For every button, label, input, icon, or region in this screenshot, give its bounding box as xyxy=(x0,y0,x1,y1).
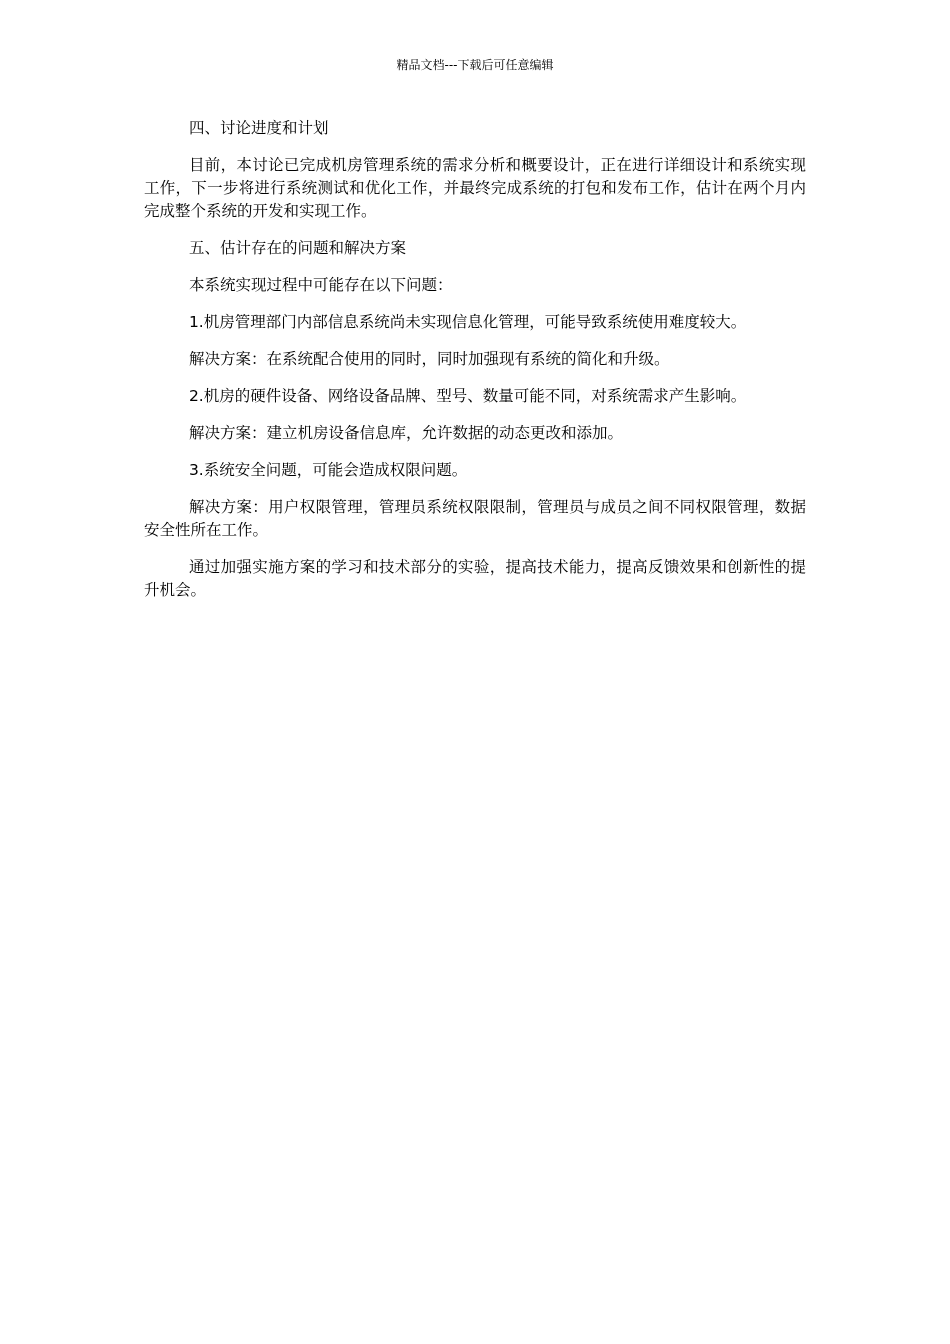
solution-item-2: 解决方案：建立机房设备信息库，允许数据的动态更改和添加。 xyxy=(188,424,623,442)
issue-item-2: 2.机房的硬件设备、网络设备品牌、型号、数量可能不同，对系统需求产生影响。 xyxy=(188,387,747,405)
section-heading-issues: 五、估计存在的问题和解决方案 xyxy=(188,239,406,257)
paragraph-issues-intro: 本系统实现过程中可能存在以下问题： xyxy=(188,276,453,294)
paragraph-closing: 通过加强实施方案的学习和技术部分的实验，提高技术能力，提高反馈效果和创新性的提升机会。 xyxy=(144,558,806,599)
paragraph-progress: 目前，本讨论已完成机房管理系统的需求分析和概要设计，正在进行详细设计和系统实现工作，下一步将进行系统测试和优化工作，并最终完成系统的打包和发布工作，估计在两个月内完成整个系统的开发和实现工作。 xyxy=(144,156,806,220)
document-body xyxy=(144,117,806,616)
solution-item-3: 解决方案：用户权限管理，管理员系统权限限制，管理员与成员之间不同权限管理，数据安全性所在工作。 xyxy=(144,498,806,539)
issue-item-3: 3.系统安全问题，可能会造成权限问题。 xyxy=(188,461,468,479)
solution-item-1: 解决方案：在系统配合使用的同时，同时加强现有系统的简化和升级。 xyxy=(188,350,670,368)
page-header: 精品文档---下载后可任意编辑 xyxy=(396,58,554,72)
issue-item-1: 1.机房管理部门内部信息系统尚未实现信息化管理，可能导致系统使用难度较大。 xyxy=(188,313,747,331)
section-heading-progress: 四、讨论进度和计划 xyxy=(188,119,329,137)
